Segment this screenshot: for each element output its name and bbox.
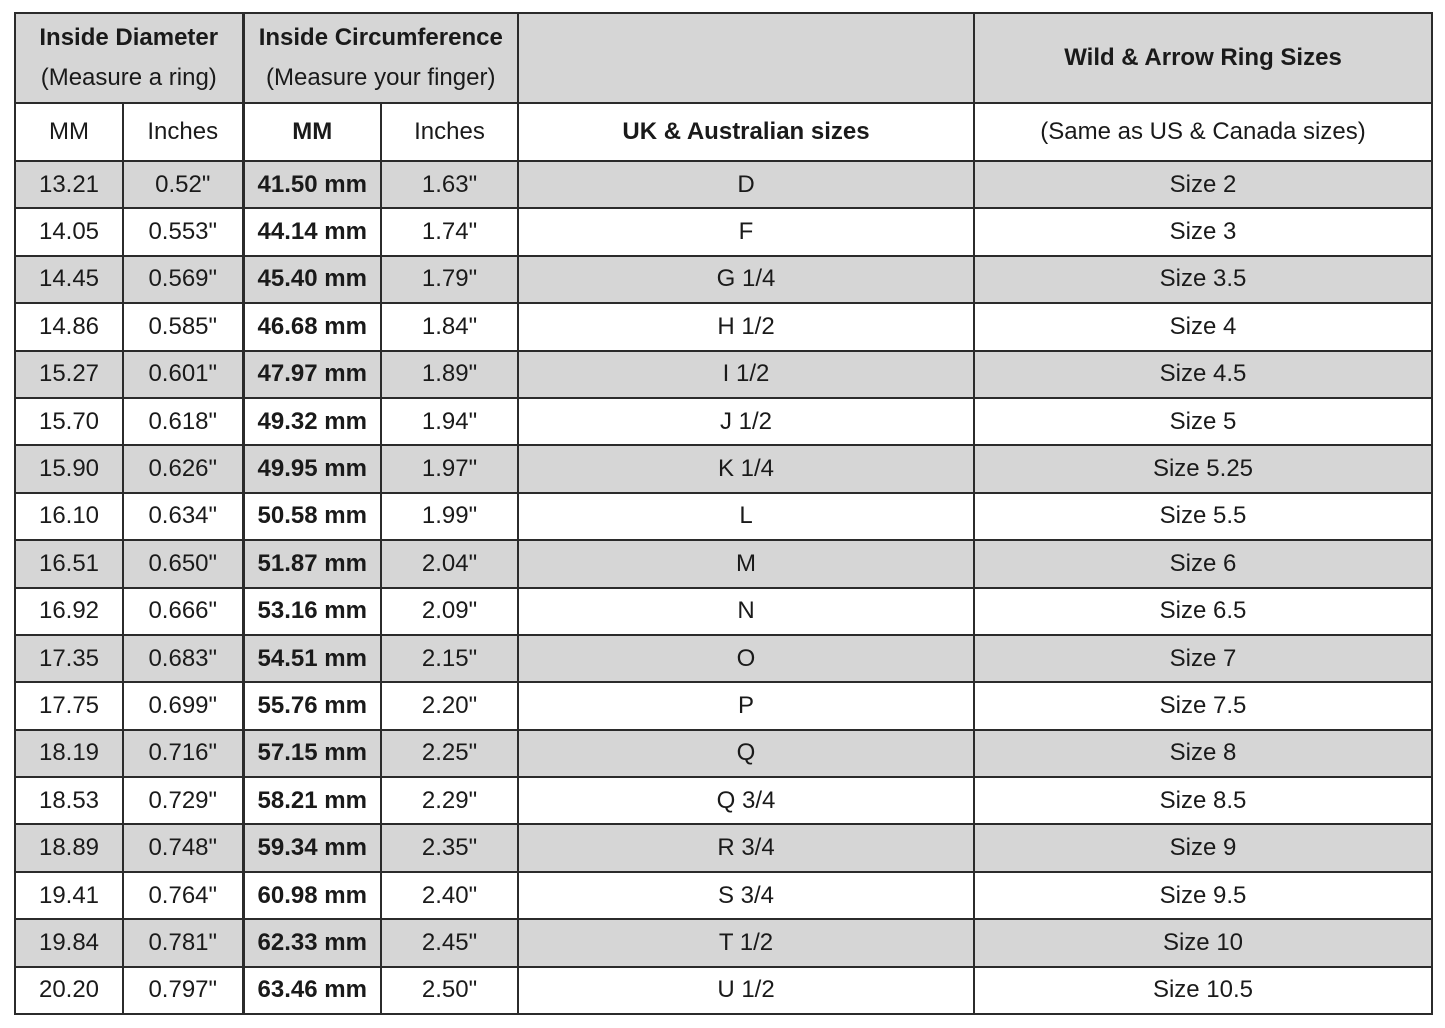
inside-diameter-subtitle: (Measure a ring) [40,64,217,91]
table-row [15,540,1432,587]
table-row [15,777,1432,824]
uk-au-size-cell: L [518,493,974,540]
diameter-inches-cell: 0.618" [123,398,243,445]
circumference-inches-cell: 2.25" [381,730,518,777]
header-row-main [15,13,1432,103]
diameter-mm-cell: 19.41 [15,872,123,919]
uk-au-size-cell: S 3/4 [518,872,974,919]
wild-arrow-header [974,13,1432,103]
circumference-mm-cell: 53.16 mm [243,588,381,635]
wild-arrow-size-cell: Size 5 [974,398,1432,445]
circumference-inches-cell: 1.84" [381,303,518,350]
circumference-inches-cell: 2.35" [381,824,518,871]
diameter-inches-cell: 0.569" [123,256,243,303]
ring-size-table [14,12,1433,1015]
circumference-inches-cell: 2.04" [381,540,518,587]
wild-arrow-size-cell: Size 5.5 [974,493,1432,540]
wild-arrow-size-cell: Size 2 [974,161,1432,208]
wild-arrow-size-cell: Size 8 [974,730,1432,777]
circumference-mm-cell: 50.58 mm [243,493,381,540]
diameter-inches-cell: 0.601" [123,351,243,398]
diameter-mm-cell: 16.92 [15,588,123,635]
uk-au-size-cell: D [518,161,974,208]
wild-arrow-size-cell: Size 6.5 [974,588,1432,635]
diameter-mm-cell: 17.75 [15,682,123,729]
circumference-inches-cell: 1.94" [381,398,518,445]
uk-au-size-cell: H 1/2 [518,303,974,350]
wild-arrow-size-cell: Size 4 [974,303,1432,350]
diameter-mm-cell: 18.19 [15,730,123,777]
wild-arrow-size-cell: Size 9 [974,824,1432,871]
table-row [15,588,1432,635]
diameter-inches-cell: 0.716" [123,730,243,777]
diameter-inches-header: Inches [123,103,243,161]
circumference-mm-cell: 62.33 mm [243,919,381,966]
diameter-mm-cell: 15.70 [15,398,123,445]
uk-au-size-cell: N [518,588,974,635]
uk-au-size-cell: P [518,682,974,729]
inside-diameter-title: Inside Diameter [39,24,219,51]
diameter-mm-cell: 14.05 [15,208,123,255]
table-row [15,682,1432,729]
wild-arrow-size-cell: Size 7.5 [974,682,1432,729]
us-ca-note-header: (Same as US & Canada sizes) [974,103,1432,161]
circumference-mm-cell: 49.95 mm [243,445,381,492]
table-row [15,398,1432,445]
circumference-inches-cell: 2.45" [381,919,518,966]
uk-au-size-cell: U 1/2 [518,967,974,1014]
circumference-mm-cell: 47.97 mm [243,351,381,398]
uk-au-header-blank [518,13,974,103]
circumference-mm-header: MM [243,103,381,161]
diameter-inches-cell: 0.683" [123,635,243,682]
wild-arrow-title: Wild & Arrow Ring Sizes [1064,44,1342,71]
uk-au-size-cell: Q 3/4 [518,777,974,824]
circumference-mm-cell: 55.76 mm [243,682,381,729]
uk-au-size-cell: T 1/2 [518,919,974,966]
wild-arrow-size-cell: Size 10.5 [974,967,1432,1014]
diameter-mm-cell: 20.20 [15,967,123,1014]
uk-au-size-cell: K 1/4 [518,445,974,492]
uk-au-size-cell: Q [518,730,974,777]
circumference-inches-cell: 1.63" [381,161,518,208]
wild-arrow-size-cell: Size 10 [974,919,1432,966]
diameter-inches-cell: 0.634" [123,493,243,540]
circumference-inches-cell: 1.79" [381,256,518,303]
circumference-mm-cell: 59.34 mm [243,824,381,871]
wild-arrow-size-cell: Size 9.5 [974,872,1432,919]
diameter-mm-cell: 14.45 [15,256,123,303]
size-rows [15,161,1432,1014]
table-row [15,730,1432,777]
table-row [15,919,1432,966]
uk-au-size-cell: R 3/4 [518,824,974,871]
diameter-mm-cell: 15.27 [15,351,123,398]
circumference-mm-cell: 57.15 mm [243,730,381,777]
header-row-units [15,103,1432,161]
circumference-inches-cell: 2.29" [381,777,518,824]
circumference-inches-cell: 1.89" [381,351,518,398]
table-row [15,635,1432,682]
circumference-inches-cell: 1.97" [381,445,518,492]
inside-diameter-header [15,13,243,103]
wild-arrow-size-cell: Size 4.5 [974,351,1432,398]
wild-arrow-size-cell: Size 8.5 [974,777,1432,824]
circumference-mm-cell: 51.87 mm [243,540,381,587]
uk-au-size-cell: F [518,208,974,255]
wild-arrow-size-cell: Size 3 [974,208,1432,255]
circumference-mm-cell: 41.50 mm [243,161,381,208]
circumference-mm-cell: 49.32 mm [243,398,381,445]
diameter-mm-cell: 16.51 [15,540,123,587]
diameter-mm-cell: 15.90 [15,445,123,492]
wild-arrow-size-cell: Size 6 [974,540,1432,587]
diameter-inches-cell: 0.585" [123,303,243,350]
uk-au-size-cell: J 1/2 [518,398,974,445]
diameter-inches-cell: 0.626" [123,445,243,492]
circumference-mm-cell: 63.46 mm [243,967,381,1014]
inside-circumference-header [243,13,518,103]
inside-circumference-subtitle: (Measure your finger) [266,64,496,91]
circumference-inches-cell: 2.15" [381,635,518,682]
table-row [15,208,1432,255]
diameter-mm-cell: 17.35 [15,635,123,682]
table-row [15,967,1432,1014]
circumference-mm-cell: 46.68 mm [243,303,381,350]
diameter-mm-header: MM [15,103,123,161]
diameter-inches-cell: 0.650" [123,540,243,587]
circumference-mm-cell: 44.14 mm [243,208,381,255]
table-row [15,256,1432,303]
diameter-mm-cell: 13.21 [15,161,123,208]
uk-au-sizes-header: UK & Australian sizes [518,103,974,161]
wild-arrow-size-cell: Size 7 [974,635,1432,682]
table-row [15,445,1432,492]
circumference-inches-cell: 2.50" [381,967,518,1014]
circumference-inches-cell: 2.09" [381,588,518,635]
table-row [15,351,1432,398]
diameter-mm-cell: 19.84 [15,919,123,966]
diameter-inches-cell: 0.748" [123,824,243,871]
circumference-inches-cell: 2.20" [381,682,518,729]
uk-au-size-cell: I 1/2 [518,351,974,398]
diameter-mm-cell: 16.10 [15,493,123,540]
table-row [15,161,1432,208]
diameter-inches-cell: 0.52" [123,161,243,208]
diameter-mm-cell: 14.86 [15,303,123,350]
uk-au-size-cell: G 1/4 [518,256,974,303]
diameter-inches-cell: 0.729" [123,777,243,824]
wild-arrow-size-cell: Size 3.5 [974,256,1432,303]
circumference-inches-cell: 2.40" [381,872,518,919]
circumference-inches-cell: 1.99" [381,493,518,540]
uk-au-size-cell: O [518,635,974,682]
wild-arrow-size-cell: Size 5.25 [974,445,1432,492]
table-row [15,303,1432,350]
diameter-inches-cell: 0.666" [123,588,243,635]
uk-au-size-cell: M [518,540,974,587]
circumference-mm-cell: 60.98 mm [243,872,381,919]
circumference-inches-cell: 1.74" [381,208,518,255]
diameter-inches-cell: 0.781" [123,919,243,966]
inside-circumference-title: Inside Circumference [258,24,503,51]
diameter-inches-cell: 0.797" [123,967,243,1014]
circumference-mm-cell: 54.51 mm [243,635,381,682]
diameter-inches-cell: 0.553" [123,208,243,255]
diameter-mm-cell: 18.89 [15,824,123,871]
table-row [15,493,1432,540]
circumference-mm-cell: 58.21 mm [243,777,381,824]
diameter-inches-cell: 0.699" [123,682,243,729]
circumference-mm-cell: 45.40 mm [243,256,381,303]
circumference-inches-header: Inches [381,103,518,161]
diameter-mm-cell: 18.53 [15,777,123,824]
table-row [15,824,1432,871]
table-row [15,872,1432,919]
diameter-inches-cell: 0.764" [123,872,243,919]
